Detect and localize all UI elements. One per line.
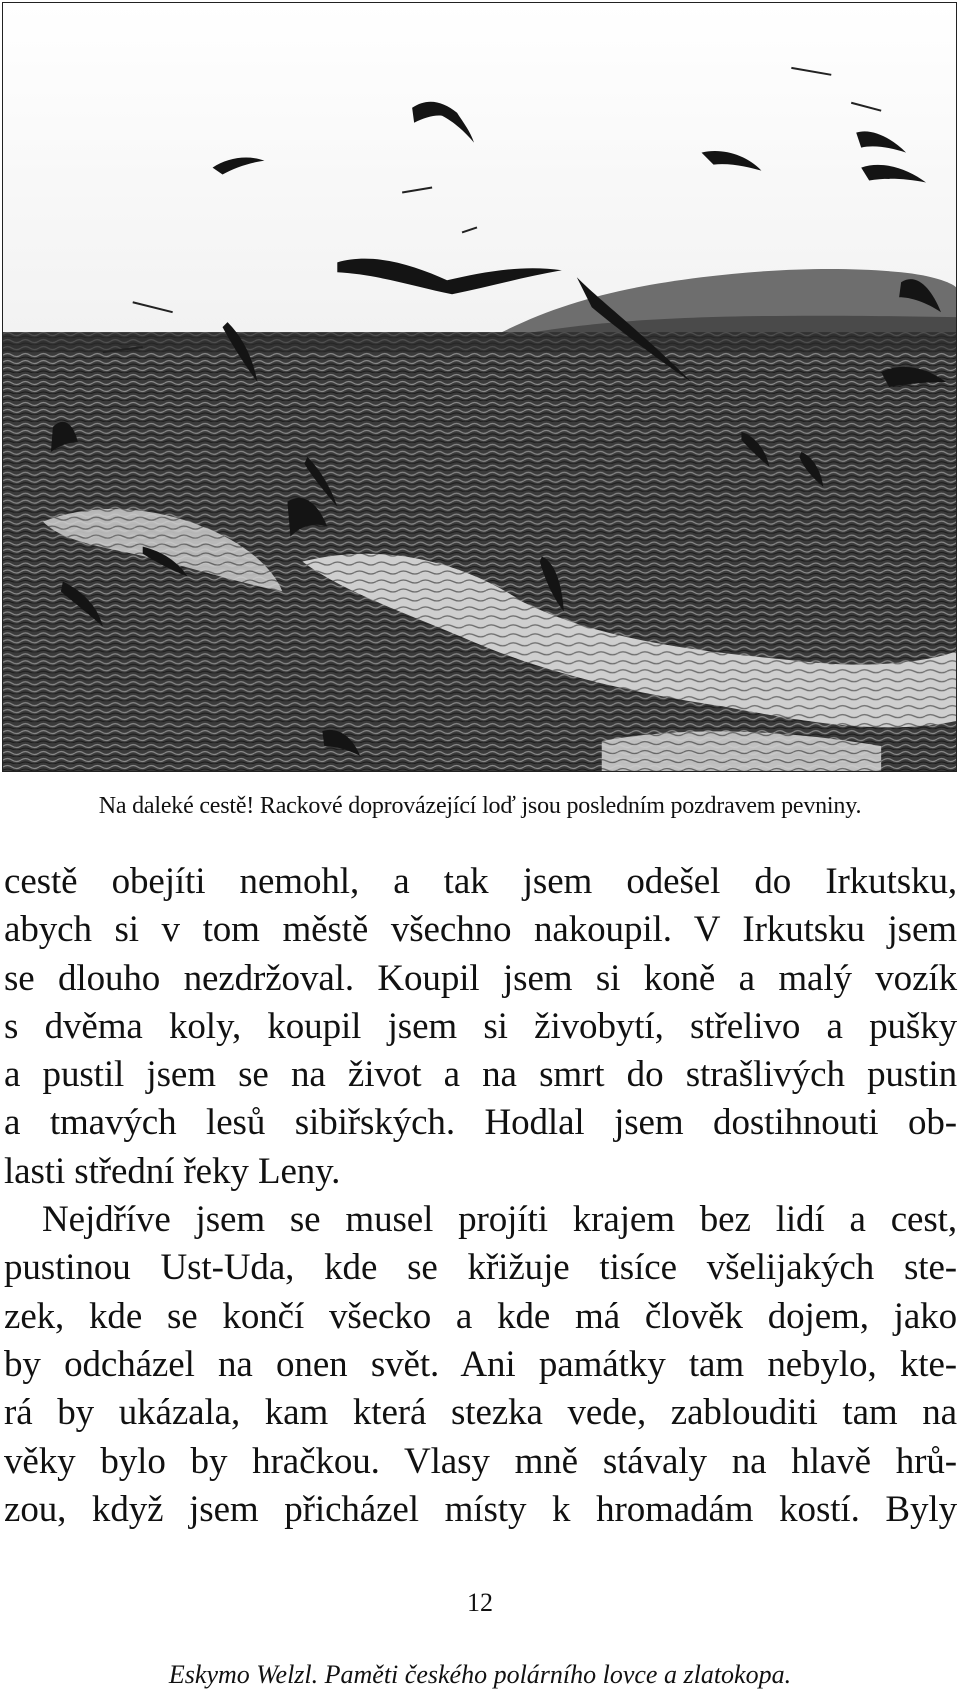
figure-caption: Na daleké cestě! Rackové doprovázející loď jsou posledním pozdravem pevniny. xyxy=(98,793,862,819)
seagulls-photo xyxy=(2,2,957,772)
text-line: lasti střední řeky Leny. xyxy=(4,1150,341,1192)
running-footer: Eskymo Welzl. Paměti českého polárního lovce a zlatokopa. xyxy=(168,1660,792,1689)
text-line: se dlouho nezdržoval. Koupil jsem si koně a malý vozík xyxy=(4,957,957,999)
text-line: pustinou Ust-Uda, kde se křižuje tisíce všelijakých ste- xyxy=(4,1247,957,1289)
text-line: zou, když jsem přicházel místy k hromadám kostí. Byly xyxy=(4,1488,957,1530)
text-line: a pustil jsem se na život a na smrt do strašlivých pustin xyxy=(4,1054,957,1096)
text-line: by odcházel na onen svět. Ani památky tam nebylo, kte- xyxy=(4,1343,957,1385)
text-line: věky bylo by hračkou. Vlasy mně stávaly na hlavě hrů- xyxy=(4,1440,957,1482)
body-text xyxy=(4,858,957,1534)
page-number: 12 xyxy=(467,1588,493,1617)
text-line: rá by ukázala, kam která stezka vede, zablouditi tam na xyxy=(4,1392,957,1434)
text-line: abych si v tom městě všechno nakoupil. V Irkutsku jsem xyxy=(4,909,957,951)
text-line: Nejdříve jsem se musel projíti krajem bez lidí a cest, xyxy=(42,1199,957,1241)
text-line: a tmavých lesů sibiřských. Hodlal jsem dostihnouti ob- xyxy=(4,1102,957,1144)
text-line: cestě obejíti nemohl, a tak jsem odešel do Irkutsku, xyxy=(4,861,957,902)
text-line: s dvěma koly, koupil jsem si živobytí, střelivo a pušky xyxy=(4,1005,957,1047)
text-line: zek, kde se končí všecko a kde má člověk dojem, jako xyxy=(4,1295,957,1337)
seagulls-illustration xyxy=(3,3,956,771)
